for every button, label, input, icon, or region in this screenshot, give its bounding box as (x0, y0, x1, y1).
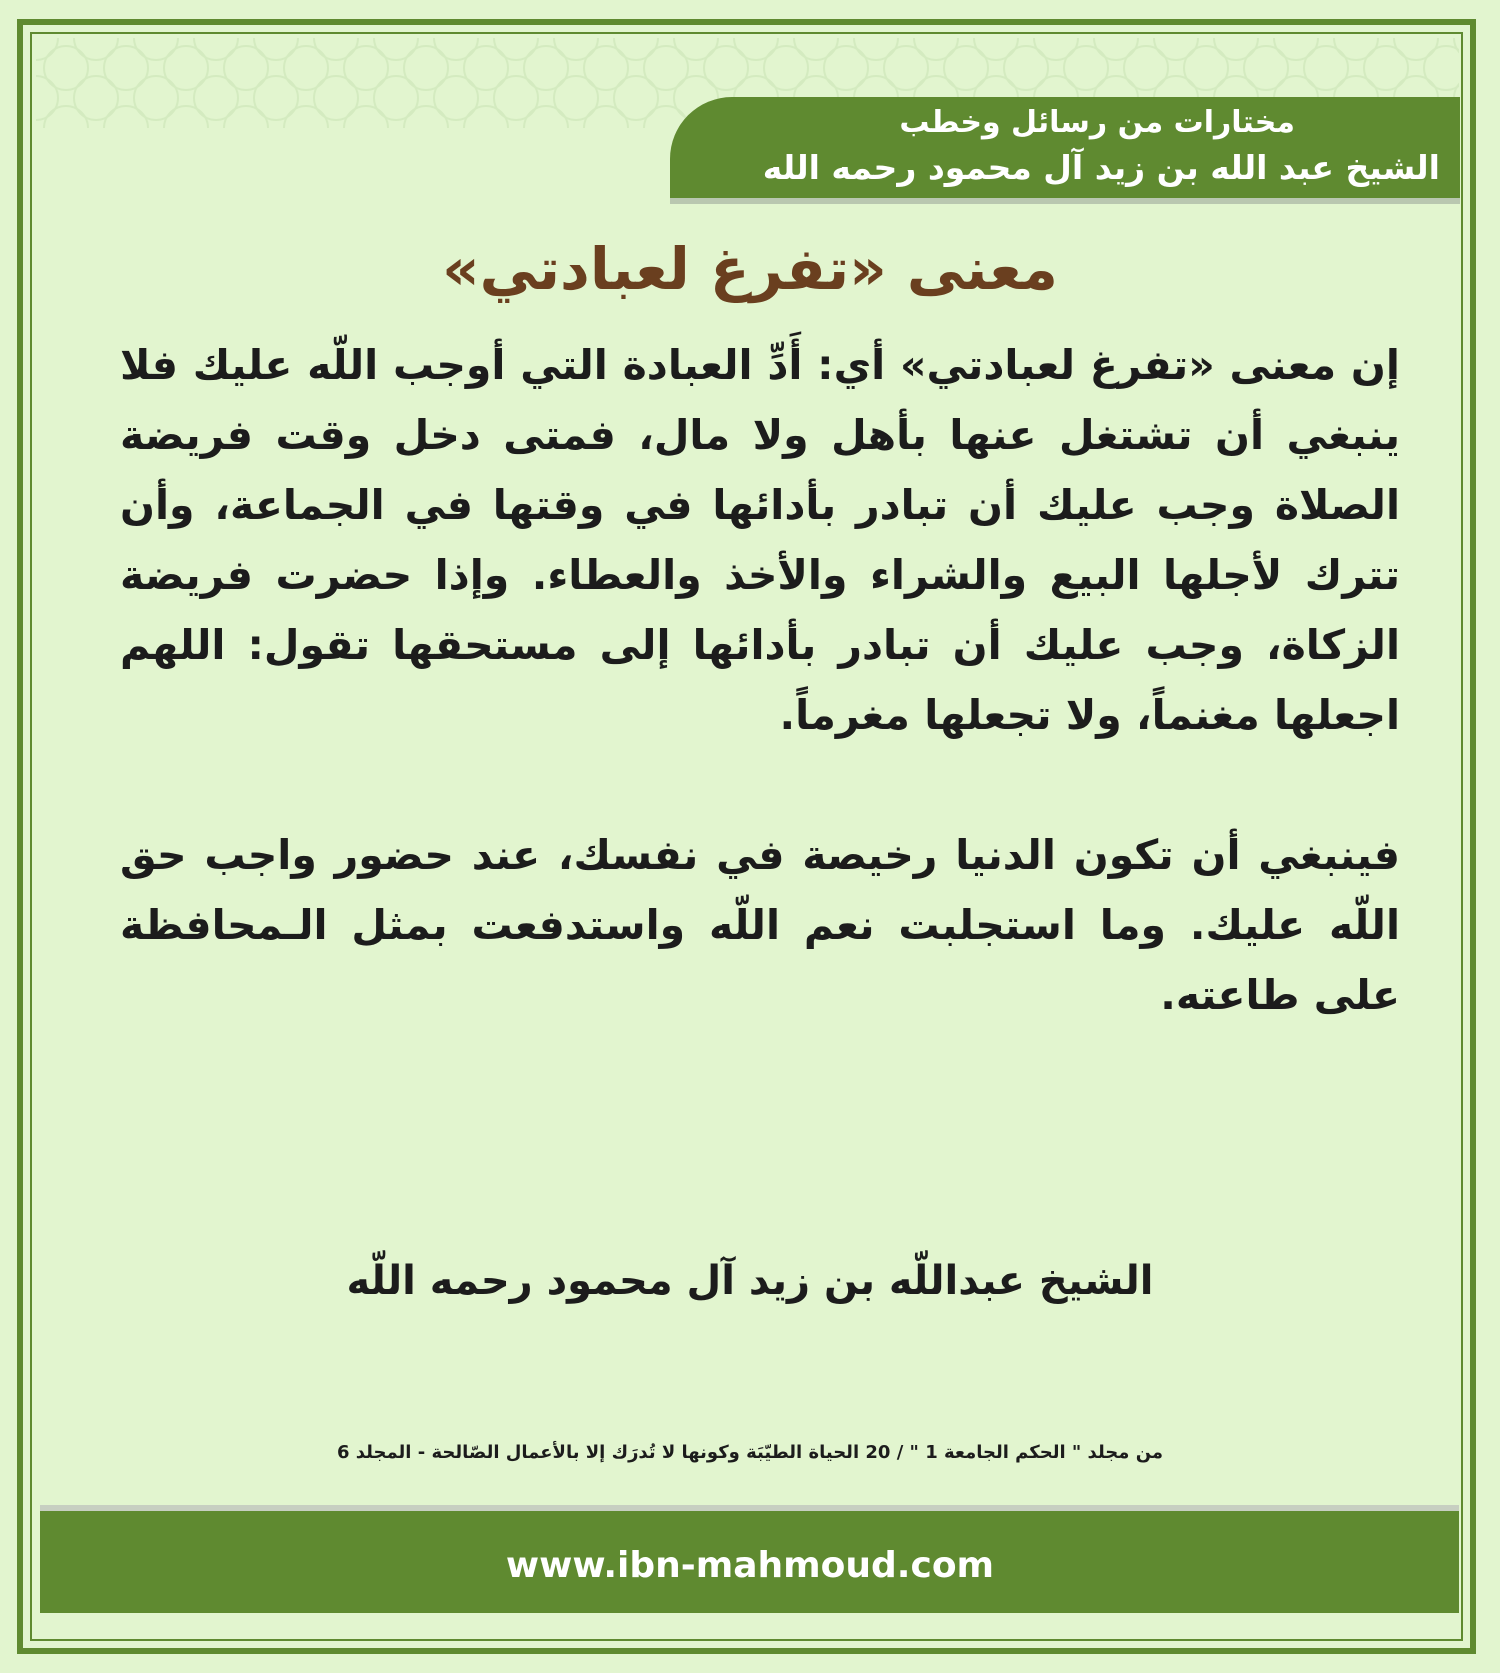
header-banner (670, 97, 1460, 204)
website-link[interactable]: www.ibn-mahmoud.com (505, 1545, 995, 1586)
page-title: معنى «تفرغ لعبادتي» (442, 235, 1058, 303)
paragraph-2: فينبغي أن تكون الدنيا رخيصة في نفسك، عند حضور واجب حق اللّه عليك. وما استجلبت نعم اللّه واستدفعت بمثل الـمحافظة على طاعته. (120, 831, 1400, 1019)
paragraph-1: إن معنى «تفرغ لعبادتي» أي: أَدِّ العبادة التي أوجب اللّه عليك فلا ينبغي أن تشتغل عنها بأهل ولا مال، فمتى دخل وقت فريضة الصلاة وجب عليك أن تبادر بأدائها في وقتها في الجماعة، وأن تترك لأجلها البيع والشراء والأخذ والعطاء. وإذا حضرت فريضة الزكاة، وجب عليك أن تبادر بأدائها إلى مستحقها تقول: اللهم اجعلها مغنماً، ولا تجعلها مغرماً. (120, 341, 1400, 739)
body-text (120, 330, 1400, 1030)
author-line: الشيخ عبد الله بن زيد آل محمود رحمه الله (762, 148, 1440, 187)
series-title: مختارات من رسائل وخطب (899, 105, 1295, 140)
signature: الشيخ عبداللّه بن زيد آل محمود رحمه اللّه (346, 1258, 1154, 1304)
source-citation: من مجلد " الحكم الجامعة 1 " / 20 الحياة الطيّبَة وكونها لا تُدرَك إلا بالأعمال الصّالحة - المجلد 6 (336, 1442, 1164, 1463)
